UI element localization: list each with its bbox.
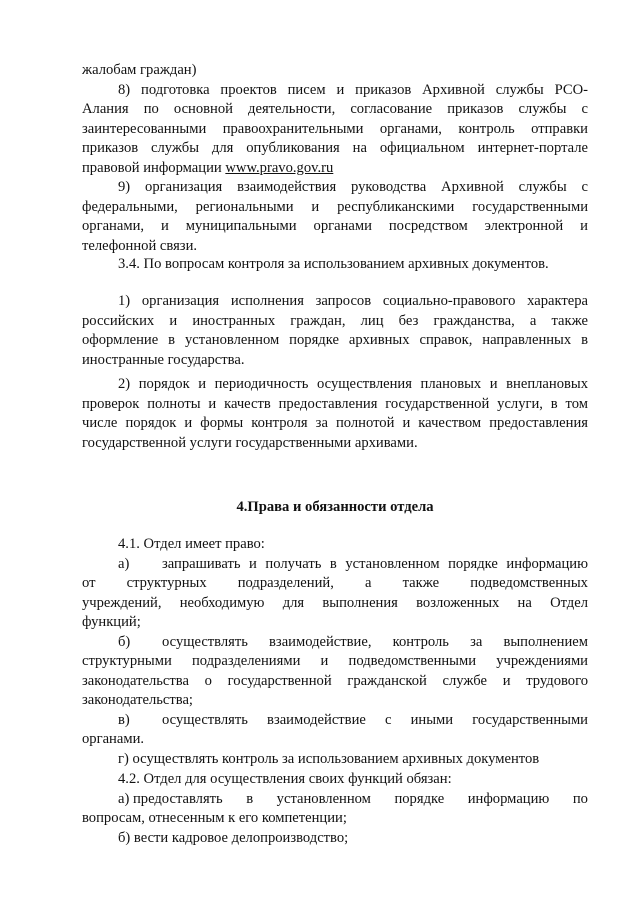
- functions-list-continued: [82, 61, 588, 256]
- word: по: [572, 790, 588, 807]
- list-marker: б): [118, 633, 131, 650]
- list-marker: а): [118, 555, 130, 572]
- section-heading-3-4: 3.4. По вопросам контроля за использованием архивных документов.: [118, 256, 549, 272]
- text-line: российских и иностранных граждан, лиц без гражданства, а также: [82, 312, 588, 329]
- pravo-gov-link[interactable]: www.pravo.gov.ru: [225, 159, 334, 176]
- list-item-b2: б) вести кадровое делопроизводство;: [118, 829, 349, 846]
- section-4: [82, 498, 588, 518]
- text-line: органами.: [82, 731, 145, 747]
- list-item-9-line: телефонной связи.: [82, 237, 198, 254]
- text-line: 1) организация исполнения запросов социально-правового характера: [118, 293, 588, 309]
- list-item-v: [82, 711, 588, 731]
- list-item-8-line: приказов службы для опубликования на официальном интернет-портале: [82, 140, 588, 156]
- word: а: [364, 575, 372, 591]
- subsection-heading: 4.2. Отдел для осуществления своих функций обязан:: [118, 771, 452, 787]
- section-4-2: [82, 770, 588, 848]
- word: подведомственных: [470, 575, 588, 591]
- word: подразделений,: [237, 575, 334, 591]
- list-marker: в): [118, 711, 130, 728]
- text-line: запрашивать и получать в установленном порядке информацию: [162, 555, 588, 572]
- text-line: числе порядок и формы контроля за полнотой и качеством предоставления: [82, 415, 588, 431]
- word: также: [402, 575, 440, 591]
- list-item-b: [82, 633, 588, 653]
- list-item-8-line: Алания по основной деятельности, согласование приказов службы с: [82, 101, 588, 117]
- text-line: структурными подразделениями и подведомственными учреждениями: [82, 653, 588, 669]
- text-line: осуществлять взаимодействие, контроль за выполнением: [162, 633, 588, 650]
- text-line: проверок полноты и качеств предоставления государственной услуги, в том: [82, 395, 588, 412]
- list-item-9-line: федеральными, региональными и республиканскими государственными: [82, 198, 588, 215]
- list-item-9-line: 9) организация взаимодействия руководства Архивной службы с: [118, 179, 588, 195]
- text-line: [82, 574, 588, 594]
- text-line: законодательства о государственной гражданской службе и трудового: [82, 672, 588, 689]
- text-line: государственной услуги государственными архивами.: [82, 434, 418, 451]
- section-3-4-item-1: [82, 292, 588, 370]
- text-line: осуществлять взаимодействие с иными государственными: [162, 711, 588, 728]
- word: порядке: [394, 790, 445, 807]
- list-item-8-line: заинтересованными правоохранительными органами, контроль отправки: [82, 120, 588, 137]
- list-item-8-line: [82, 159, 588, 179]
- text-segment: правовой информации: [82, 159, 226, 176]
- list-item-a: [82, 555, 588, 575]
- list-item-a2: [82, 790, 588, 810]
- text-line: вопросам, отнесенным к его компетенции;: [82, 810, 347, 826]
- section-title: 4.Права и обязанности отдела: [236, 499, 434, 515]
- word: установленном: [276, 790, 371, 807]
- subsection-heading: 4.1. Отдел имеет право:: [118, 536, 265, 552]
- text-line: функций;: [82, 614, 141, 630]
- word: в: [246, 790, 254, 807]
- word: а) предоставлять: [118, 790, 223, 807]
- text-line: жалобам граждан): [82, 62, 197, 78]
- word: структурных: [126, 575, 207, 591]
- list-item-g: г) осуществлять контроль за использованием архивных документов: [118, 750, 540, 767]
- word: информацию: [467, 790, 550, 807]
- text-line: оформление в установленном порядке архивных справок, направленных в: [82, 332, 588, 348]
- text-line: иностранные государства.: [82, 351, 245, 368]
- text-line: законодательства;: [82, 692, 193, 708]
- list-item-8-line: 8) подготовка проектов писем и приказов Архивной службы РСО-: [118, 81, 588, 98]
- section-4-1: [82, 535, 588, 769]
- list-item-9-line: органами, и муниципальными органами посредством электронной и: [82, 218, 588, 234]
- section-3-4: [82, 255, 588, 275]
- word: от: [82, 575, 96, 591]
- text-line: 2) порядок и периодичность осуществления плановых и внеплановых: [118, 376, 588, 392]
- section-3-4-item-2: [82, 375, 588, 453]
- text-line: учреждений, необходимую для выполнения возложенных на Отдел: [82, 594, 588, 611]
